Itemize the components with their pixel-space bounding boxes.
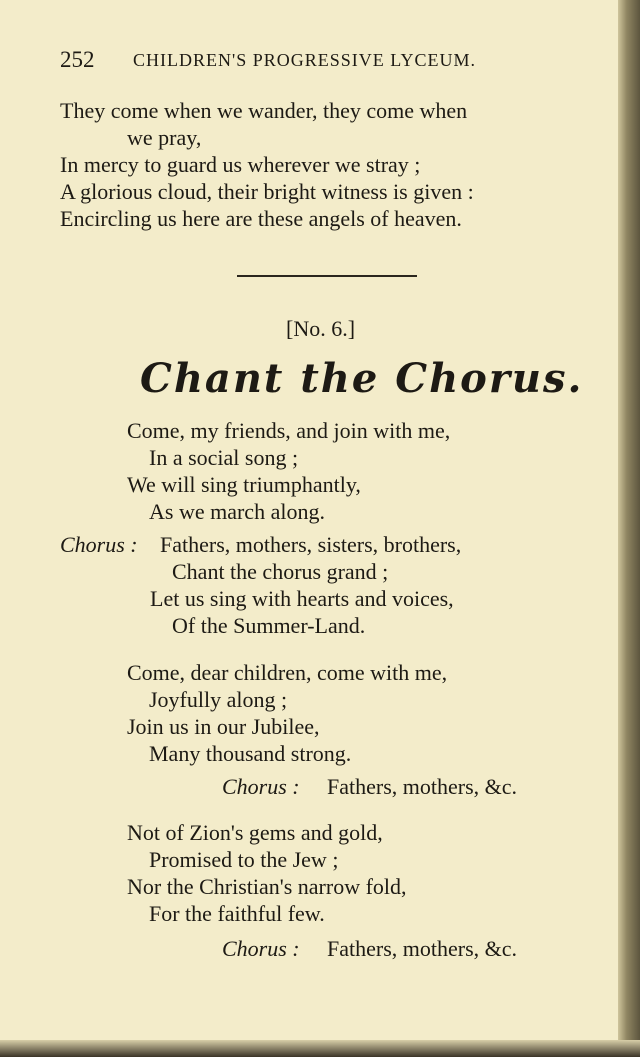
verse-line: Encircling us here are these angels of heaven. <box>60 206 462 231</box>
verse-line: Come, my friends, and join with me, <box>127 418 451 443</box>
verse-line: Joyfully along ; <box>149 687 288 712</box>
chorus-line: Fathers, mothers, sisters, brothers, <box>160 532 462 557</box>
verse-line: A glorious cloud, their bright witness is given : <box>60 179 474 204</box>
verse-line: Many thousand strong. <box>149 741 352 766</box>
verse-line: They come when we wander, they come when <box>60 98 468 123</box>
chorus-line: Let us sing with hearts and voices, <box>150 586 454 611</box>
verse-line: Nor the Christian's narrow fold, <box>127 874 407 899</box>
page-edge-right <box>618 0 640 1057</box>
chorus-label: Chorus : <box>222 936 300 961</box>
chorus-line: Of the Summer-Land. <box>172 613 366 638</box>
verse-line: Promised to the Jew ; <box>149 847 339 872</box>
verse-line: We will sing triumphantly, <box>127 472 361 497</box>
page-edge-bottom <box>0 1040 640 1057</box>
chorus-label: Chorus : <box>60 532 138 557</box>
verse-line: we pray, <box>127 125 202 150</box>
song-title: Chant the Chorus. <box>140 355 584 402</box>
verse-line: Come, dear children, come with me, <box>127 660 448 685</box>
song-number: [No. 6.] <box>286 316 356 341</box>
page-number: 252 <box>60 47 95 72</box>
verse-line: In mercy to guard us wherever we stray ; <box>60 152 421 177</box>
verse-line: Join us in our Jubilee, <box>127 714 320 739</box>
chorus-reference: Fathers, mothers, &c. <box>327 774 518 799</box>
verse-line: As we march along. <box>149 499 325 524</box>
verse-line: For the faithful few. <box>149 901 325 926</box>
chorus-label: Chorus : <box>222 774 300 799</box>
chorus-line: Chant the chorus grand ; <box>172 559 389 584</box>
chorus-reference: Fathers, mothers, &c. <box>327 936 518 961</box>
verse-line: In a social song ; <box>149 445 299 470</box>
section-divider <box>237 275 417 277</box>
running-title: CHILDREN'S PROGRESSIVE LYCEUM. <box>133 50 476 70</box>
verse-line: Not of Zion's gems and gold, <box>127 820 383 845</box>
